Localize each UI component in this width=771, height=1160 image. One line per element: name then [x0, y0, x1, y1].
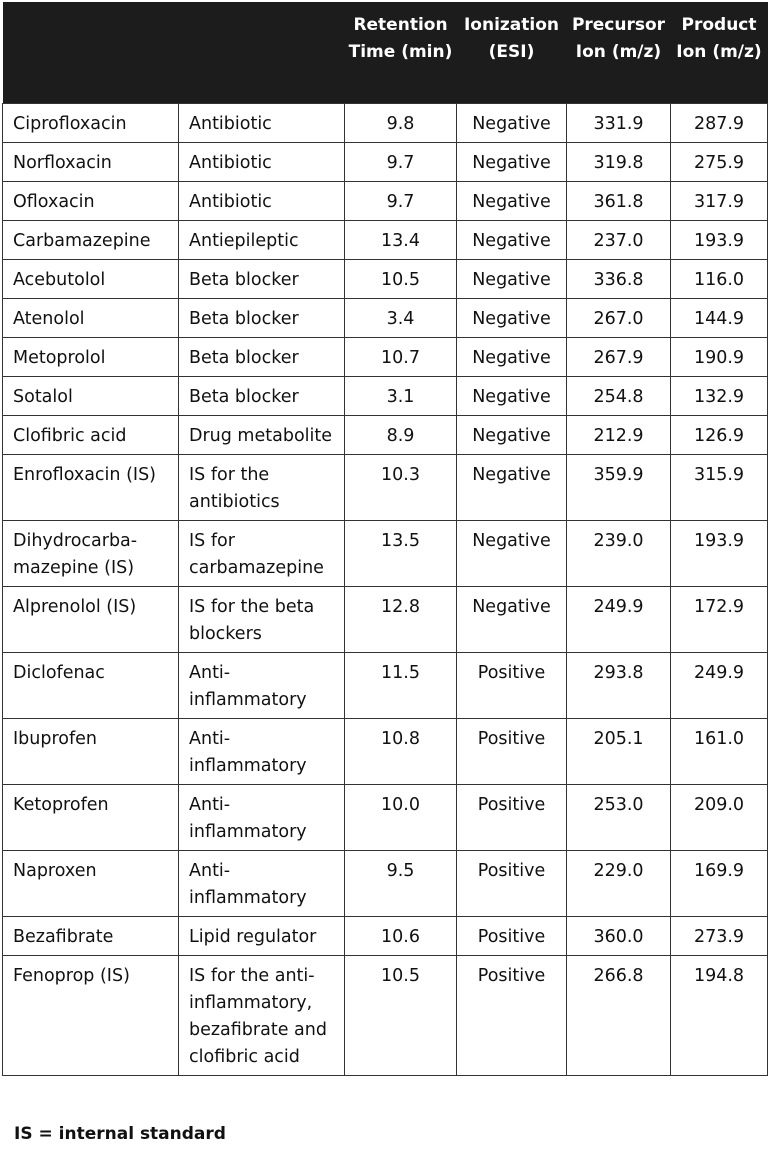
compound-cell: Ketoprofen: [3, 784, 179, 850]
class-cell: Antibiotic: [179, 103, 345, 142]
ionization-cell: Negative: [457, 142, 567, 181]
header-compound: [3, 2, 179, 103]
table-row: [3, 298, 768, 337]
retention-time-cell: 10.0: [345, 784, 457, 850]
product-ion-cell: 273.9: [671, 916, 768, 955]
precursor-ion-cell: 293.8: [567, 652, 671, 718]
ionization-cell: Negative: [457, 181, 567, 220]
retention-time-cell: 12.8: [345, 586, 457, 652]
compound-cell: Fenoprop (IS): [3, 955, 179, 1075]
precursor-ion-cell: 361.8: [567, 181, 671, 220]
compound-cell: Ibuprofen: [3, 718, 179, 784]
precursor-ion-cell: 212.9: [567, 415, 671, 454]
product-ion-cell: 190.9: [671, 337, 768, 376]
class-cell: Beta blocker: [179, 298, 345, 337]
retention-time-cell: 9.7: [345, 142, 457, 181]
compound-cell: Bezafibrate: [3, 916, 179, 955]
compound-table: [2, 2, 768, 1076]
product-ion-cell: 161.0: [671, 718, 768, 784]
product-ion-cell: 209.0: [671, 784, 768, 850]
table-body: [3, 103, 768, 1075]
class-cell: Antibiotic: [179, 181, 345, 220]
table-row: [3, 454, 768, 520]
retention-time-cell: 10.7: [345, 337, 457, 376]
retention-time-cell: 9.5: [345, 850, 457, 916]
precursor-ion-cell: 331.9: [567, 103, 671, 142]
product-ion-cell: 193.9: [671, 220, 768, 259]
class-cell: Beta blocker: [179, 376, 345, 415]
retention-time-cell: 3.4: [345, 298, 457, 337]
class-cell: IS for the beta blockers: [179, 586, 345, 652]
table-row: [3, 850, 768, 916]
precursor-ion-cell: 359.9: [567, 454, 671, 520]
product-ion-cell: 249.9: [671, 652, 768, 718]
precursor-ion-cell: 267.0: [567, 298, 671, 337]
retention-time-cell: 9.8: [345, 103, 457, 142]
ionization-cell: Positive: [457, 916, 567, 955]
compound-cell: Norfloxacin: [3, 142, 179, 181]
product-ion-cell: 194.8: [671, 955, 768, 1075]
table-row: [3, 415, 768, 454]
precursor-ion-cell: 360.0: [567, 916, 671, 955]
product-ion-cell: 275.9: [671, 142, 768, 181]
compound-cell: Sotalol: [3, 376, 179, 415]
compound-cell: Enrofloxacin (IS): [3, 454, 179, 520]
precursor-ion-cell: 254.8: [567, 376, 671, 415]
retention-time-cell: 10.3: [345, 454, 457, 520]
precursor-ion-cell: 253.0: [567, 784, 671, 850]
header-product-ion: Product Ion (m/z): [671, 2, 768, 103]
ionization-cell: Negative: [457, 586, 567, 652]
product-ion-cell: 126.9: [671, 415, 768, 454]
table-row: [3, 337, 768, 376]
product-ion-cell: 172.9: [671, 586, 768, 652]
product-ion-cell: 315.9: [671, 454, 768, 520]
product-ion-cell: 169.9: [671, 850, 768, 916]
class-cell: Anti-inflammatory: [179, 784, 345, 850]
ionization-cell: Negative: [457, 259, 567, 298]
compound-cell: Metoprolol: [3, 337, 179, 376]
class-cell: Drug metabolite: [179, 415, 345, 454]
ionization-cell: Negative: [457, 337, 567, 376]
ionization-cell: Positive: [457, 955, 567, 1075]
retention-time-cell: 10.5: [345, 955, 457, 1075]
retention-time-cell: 10.8: [345, 718, 457, 784]
table-row: [3, 103, 768, 142]
compound-cell: Diclofenac: [3, 652, 179, 718]
class-cell: Anti-inflammatory: [179, 652, 345, 718]
ionization-cell: Positive: [457, 784, 567, 850]
precursor-ion-cell: 267.9: [567, 337, 671, 376]
compound-cell: Clofibric acid: [3, 415, 179, 454]
class-cell: Beta blocker: [179, 259, 345, 298]
retention-time-cell: 9.7: [345, 181, 457, 220]
table-row: [3, 220, 768, 259]
class-cell: Antibiotic: [179, 142, 345, 181]
precursor-ion-cell: 319.8: [567, 142, 671, 181]
ionization-cell: Negative: [457, 376, 567, 415]
compound-cell: Ofloxacin: [3, 181, 179, 220]
ionization-cell: Negative: [457, 220, 567, 259]
compound-cell: Dihydrocarba-mazepine (IS): [3, 520, 179, 586]
precursor-ion-cell: 249.9: [567, 586, 671, 652]
class-cell: Lipid regulator: [179, 916, 345, 955]
table-row: [3, 259, 768, 298]
compound-cell: Naproxen: [3, 850, 179, 916]
precursor-ion-cell: 237.0: [567, 220, 671, 259]
ionization-cell: Negative: [457, 298, 567, 337]
product-ion-cell: 116.0: [671, 259, 768, 298]
table-row: [3, 181, 768, 220]
header-class: [179, 2, 345, 103]
class-cell: Anti-inflammatory: [179, 850, 345, 916]
footnote: IS = internal standard: [14, 1124, 226, 1144]
retention-time-cell: 13.4: [345, 220, 457, 259]
precursor-ion-cell: 336.8: [567, 259, 671, 298]
precursor-ion-cell: 239.0: [567, 520, 671, 586]
table-header-row: [3, 2, 768, 103]
table-row: [3, 718, 768, 784]
compound-cell: Carbamazepine: [3, 220, 179, 259]
class-cell: Anti-inflammatory: [179, 718, 345, 784]
retention-time-cell: 11.5: [345, 652, 457, 718]
ionization-cell: Negative: [457, 415, 567, 454]
retention-time-cell: 10.6: [345, 916, 457, 955]
product-ion-cell: 132.9: [671, 376, 768, 415]
product-ion-cell: 144.9: [671, 298, 768, 337]
precursor-ion-cell: 205.1: [567, 718, 671, 784]
retention-time-cell: 13.5: [345, 520, 457, 586]
header-retention-time: Retention Time (min): [345, 2, 457, 103]
header-precursor-ion: Precursor Ion (m/z): [567, 2, 671, 103]
header-ionization: Ionization (ESI): [457, 2, 567, 103]
class-cell: Antiepileptic: [179, 220, 345, 259]
ionization-cell: Positive: [457, 652, 567, 718]
retention-time-cell: 10.5: [345, 259, 457, 298]
ionization-cell: Negative: [457, 103, 567, 142]
class-cell: IS for carbamazepine: [179, 520, 345, 586]
table-row: [3, 916, 768, 955]
ionization-cell: Negative: [457, 454, 567, 520]
table-row: [3, 652, 768, 718]
precursor-ion-cell: 229.0: [567, 850, 671, 916]
table-row: [3, 955, 768, 1075]
ionization-cell: Negative: [457, 520, 567, 586]
class-cell: IS for the antibiotics: [179, 454, 345, 520]
product-ion-cell: 287.9: [671, 103, 768, 142]
ionization-cell: Positive: [457, 718, 567, 784]
ionization-cell: Positive: [457, 850, 567, 916]
product-ion-cell: 317.9: [671, 181, 768, 220]
table-row: [3, 520, 768, 586]
retention-time-cell: 3.1: [345, 376, 457, 415]
compound-cell: Atenolol: [3, 298, 179, 337]
compound-cell: Alprenolol (IS): [3, 586, 179, 652]
table-row: [3, 784, 768, 850]
class-cell: Beta blocker: [179, 337, 345, 376]
class-cell: IS for the anti-inflammatory, bezafibrate and clofibric acid: [179, 955, 345, 1075]
table-row: [3, 142, 768, 181]
precursor-ion-cell: 266.8: [567, 955, 671, 1075]
compound-cell: Ciprofloxacin: [3, 103, 179, 142]
retention-time-cell: 8.9: [345, 415, 457, 454]
table-row: [3, 376, 768, 415]
table-row: [3, 586, 768, 652]
product-ion-cell: 193.9: [671, 520, 768, 586]
compound-cell: Acebutolol: [3, 259, 179, 298]
